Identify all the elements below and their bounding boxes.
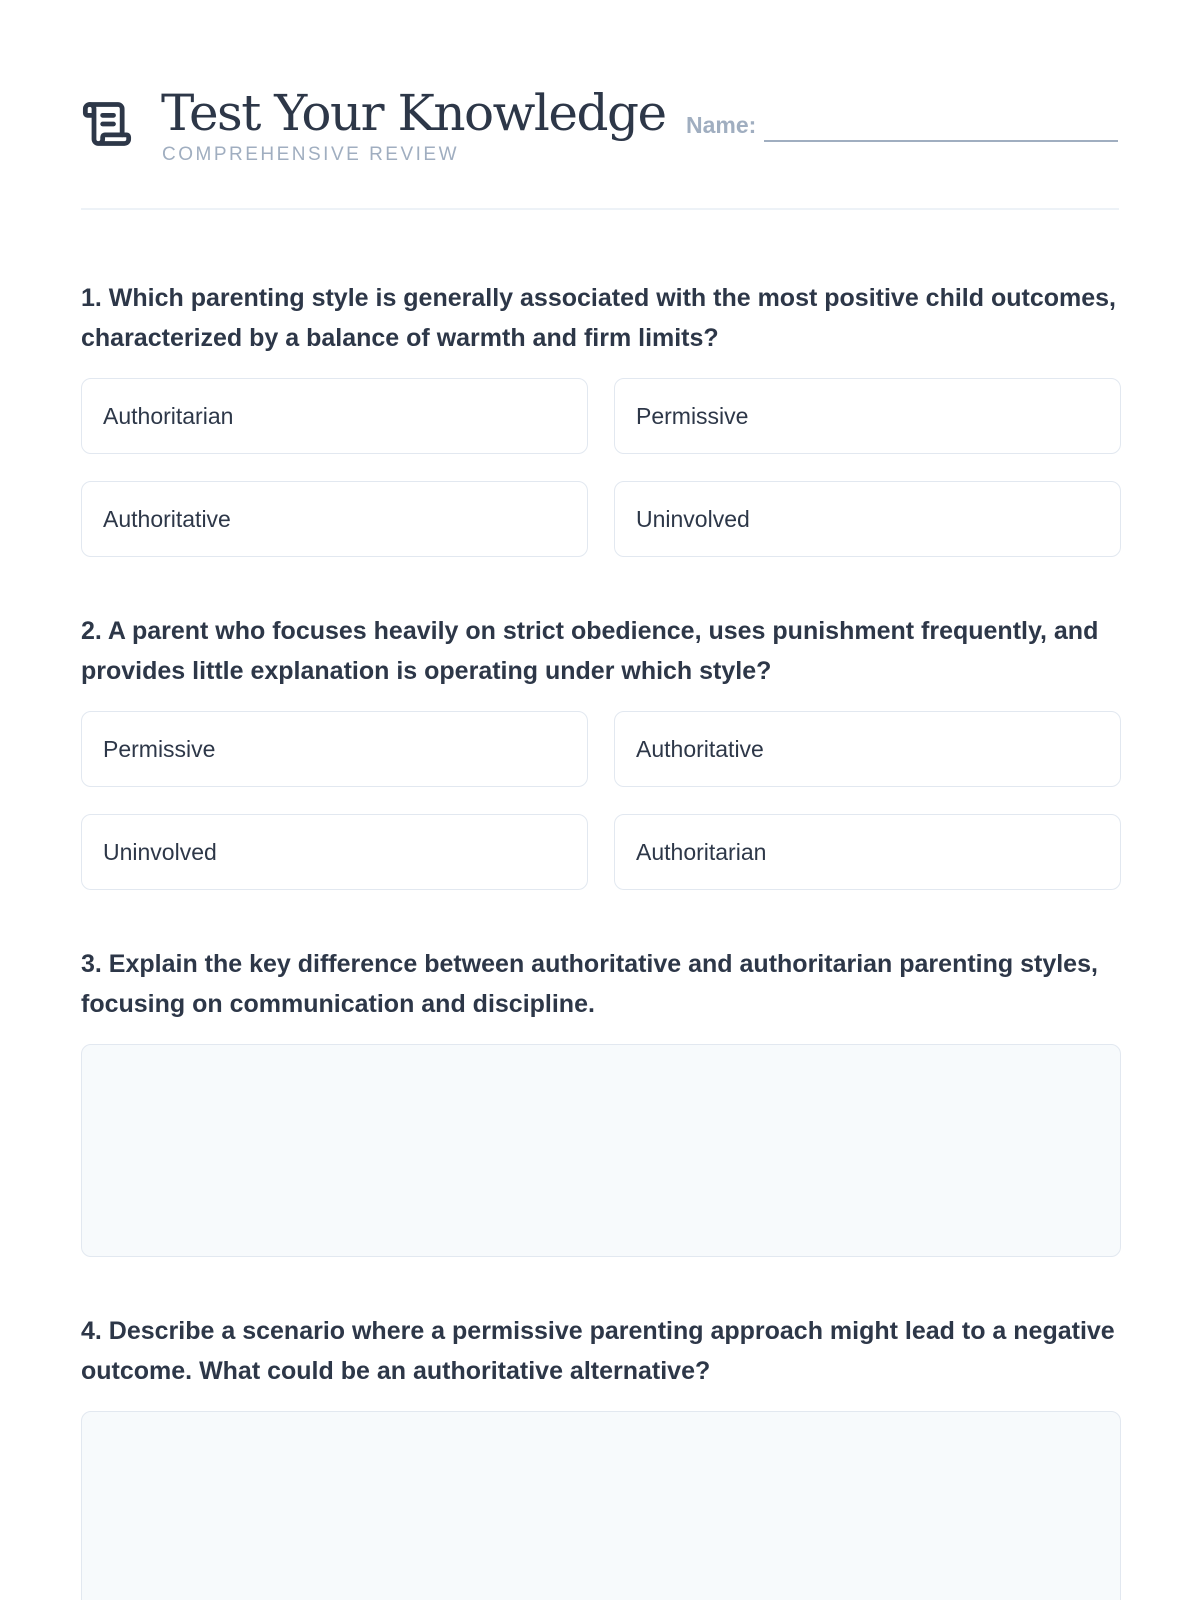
question-2-option-c[interactable]: Uninvolved [81, 814, 588, 890]
page-title: Test Your Knowledge [161, 84, 666, 142]
question-4-answer-field[interactable] [81, 1411, 1121, 1600]
scroll-icon [81, 98, 133, 150]
worksheet-header [81, 80, 1119, 210]
question-4-text: 4. Describe a scenario where a permissive parenting approach might lead to a negative outcome. What could be an authoritative alternative? [81, 1317, 1115, 1385]
question-2-option-b[interactable]: Authoritative [614, 711, 1121, 787]
question-2-option-a[interactable]: Permissive [81, 711, 588, 787]
question-2-text: 2. A parent who focuses heavily on strict obedience, uses punishment frequently, and provides little explanation is operating under which style? [81, 617, 1099, 685]
question-3-text: 3. Explain the key difference between authoritative and authoritarian parenting styles, focusing on communication and discipline. [81, 950, 1098, 1018]
question-1-option-d[interactable]: Uninvolved [614, 481, 1121, 557]
name-field[interactable] [686, 110, 1118, 144]
name-label: Name: [686, 112, 757, 138]
question-2-option-d[interactable]: Authoritarian [614, 814, 1121, 890]
question-1-text: 1. Which parenting style is generally associated with the most positive child outcomes, characterized by a balance of warmth and firm limits? [81, 284, 1116, 352]
question-1-option-b[interactable]: Permissive [614, 378, 1121, 454]
name-underline[interactable] [764, 140, 1118, 142]
page-subtitle: COMPREHENSIVE REVIEW [162, 144, 460, 165]
question-1-option-c[interactable]: Authoritative [81, 481, 588, 557]
question-1-option-a[interactable]: Authoritarian [81, 378, 588, 454]
question-3-answer-field[interactable] [81, 1044, 1121, 1257]
